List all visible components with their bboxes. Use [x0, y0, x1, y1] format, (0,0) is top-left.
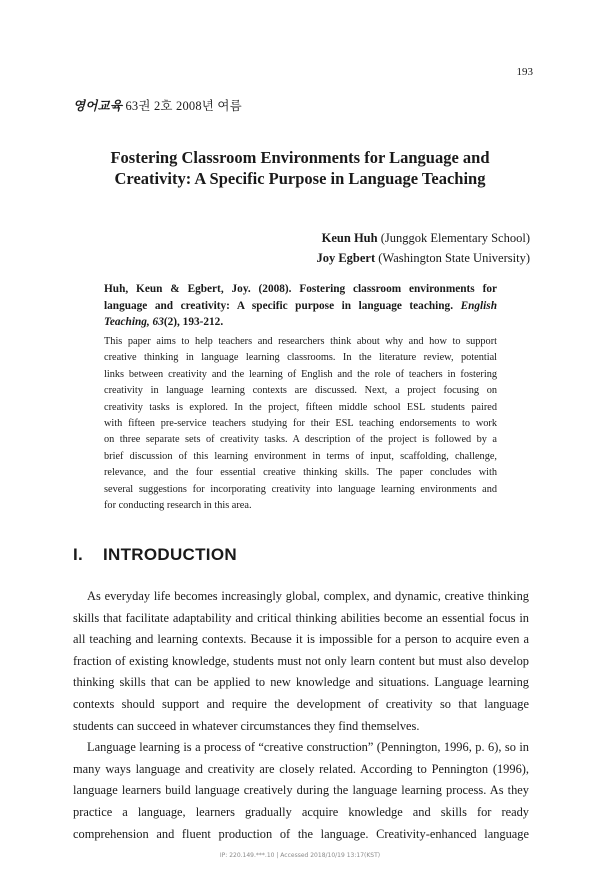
author-name: Joy Egbert [316, 251, 376, 265]
author-entry [316, 248, 530, 268]
abstract-line: creative thinking in language learning classrooms. In the literature review, potential [104, 352, 497, 364]
body-line: As everyday life becomes increasingly global, complex, and dynamic, creative thinking [87, 589, 529, 603]
body-line: all teaching and learning contexts. Because it is impossible for a person to acquire even a [73, 632, 529, 647]
citation-journal: English Teaching, 63 [104, 299, 497, 328]
section-title: INTRODUCTION [103, 545, 237, 564]
body-line: language learners build language creatively during the language learning process. As they [73, 783, 529, 798]
body-line: skills that facilitate adaptability and critical thinking abilities become an essential focus in [73, 610, 529, 625]
abstract-line: links between creativity and the learning of English and the role of teachers in fostering [104, 368, 497, 380]
paper-title [0, 147, 600, 189]
abstract-line: on three separate sets of creativity tasks. A description of the project is followed by a [104, 434, 497, 446]
body-line: students can succeed in whatever circumstances they find themselves. [73, 718, 420, 733]
access-watermark: IP: 220.149.***.10 | Accessed 2018/10/19 13:17(KST) [219, 852, 381, 859]
abstract [104, 334, 497, 514]
citation-issue: (2), 193-212. [163, 316, 224, 328]
abstract-line: relevance, and the four essential creative thinking skills. The paper concludes with [104, 467, 497, 479]
author-entry [316, 228, 530, 248]
author-list [316, 228, 530, 268]
abstract-line: with fifteen pre-service teachers studying for their ESL teaching endorsements to work [104, 418, 497, 430]
title-line-1: Fostering Classroom Environments for Language and [110, 148, 490, 167]
abstract-line: several suggestions for incorporating creativity into language learning environments and [104, 483, 497, 495]
body-line: practice a language, learners gradually acquire knowledge and skills for ready [73, 804, 529, 819]
citation [104, 281, 497, 331]
body-line: fraction of existing knowledge, students must not only learn content but must also develop [73, 653, 529, 668]
author-affiliation: (Junggok Elementary School) [380, 231, 530, 245]
abstract-line: creativity in language learning contexts are discussed. Next, a project focusing on [104, 385, 497, 397]
journal-header [73, 96, 242, 114]
body-text [73, 586, 529, 845]
body-line: comprehension and fluent production of the language. Creativity-enhanced language [73, 826, 529, 841]
title-line-2: Creativity: A Specific Purpose in Language Teaching [114, 169, 486, 188]
body-line: many ways language and creativity are closely related. According to Pennington (1996), [73, 761, 529, 776]
section-heading [73, 545, 237, 565]
author-name: Keun Huh [321, 231, 378, 245]
section-number: I. [73, 545, 84, 564]
body-line: Language learning is a process of “creative construction” (Pennington, 1996, p. 6), so in [87, 740, 529, 755]
abstract-line: for conducting research in this area. [104, 500, 252, 512]
citation-text: Huh, Keun & Egbert, Joy. (2008). Fostering classroom environments for language and creativity: A specific purpose in language teaching. [104, 283, 497, 312]
abstract-line: creativity tasks is explored. In the project, fifteen middle school ESL students paired [104, 401, 497, 413]
abstract-line: This paper aims to help teachers and researchers think about why and how to support [104, 336, 497, 347]
abstract-line: brief discussion of this learning environment in terms of input, scaffolding, challenge, [104, 450, 497, 462]
journal-details: 63권 2호 2008년 여름 [125, 99, 242, 113]
journal-name: 영어교육 [73, 99, 123, 113]
body-line: thinking skills that can be applied to new knowledge and situations. Language learning [73, 675, 529, 690]
body-line: contexts should support and require the development of creativity so that language [73, 696, 529, 711]
author-affiliation: (Washington State University) [378, 251, 530, 265]
page-number: 193 [516, 66, 533, 78]
